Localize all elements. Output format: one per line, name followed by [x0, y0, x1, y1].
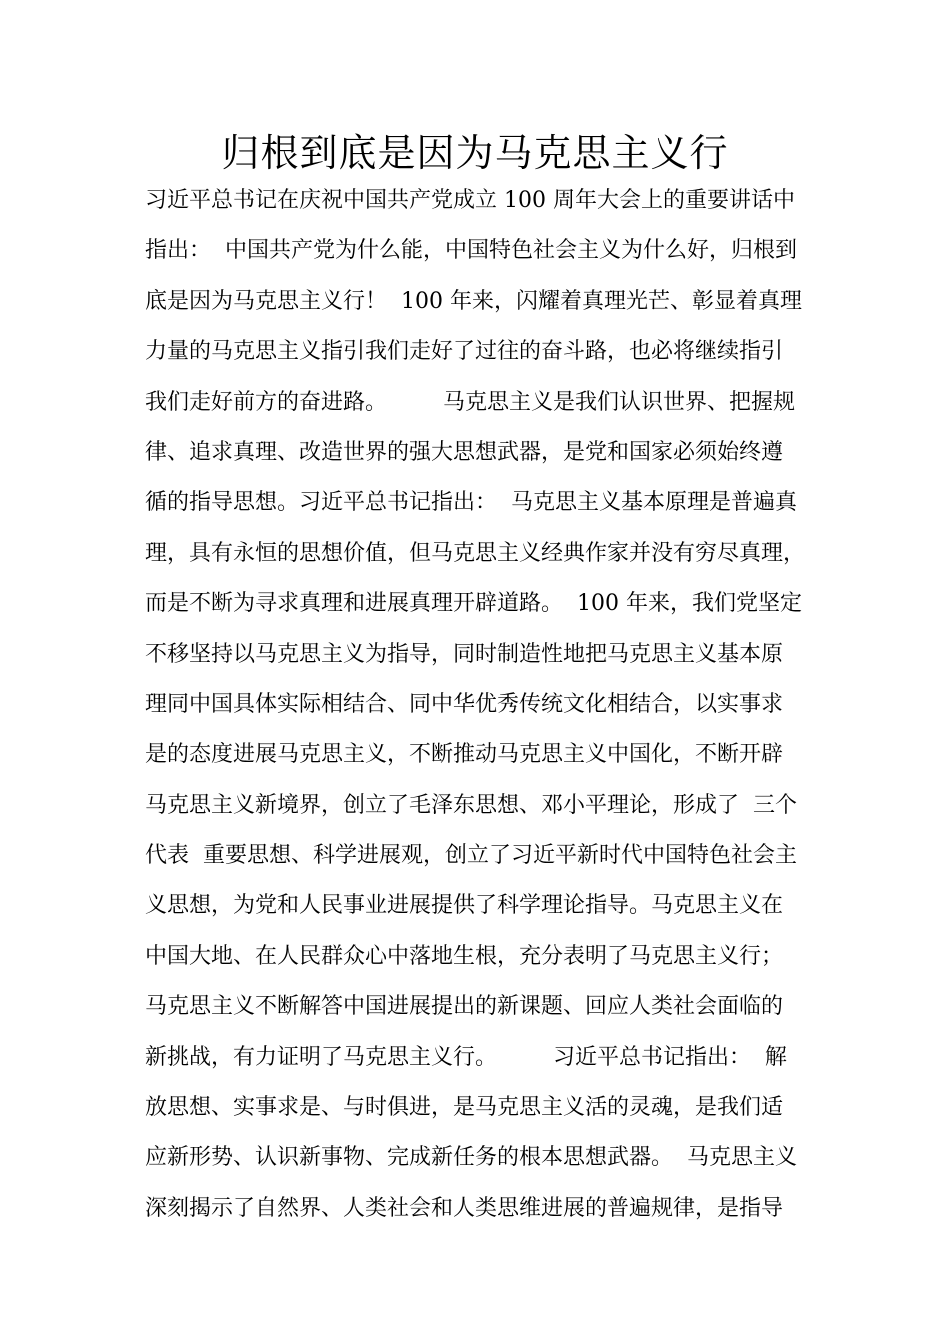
- body-line: 我们走好前方的奋进路。 马克思主义是我们认识世界、把握规: [145, 389, 795, 415]
- document-body: [145, 181, 825, 1239]
- body-line: 深刻揭示了自然界、人类社会和人类思维进展的普遍规律，是指导: [145, 1195, 784, 1221]
- body-line: 理，具有永恒的思想价值，但马克思主义经典作家并没有穷尽真理，: [145, 540, 806, 566]
- body-line: 中国大地、在人民群众心中落地生根，充分表明了马克思主义行；: [145, 943, 784, 969]
- body-line: 放思想、实事求是、与时俱进，是马克思主义活的灵魂，是我们适: [145, 1095, 784, 1121]
- body-line: 底是因为马克思主义行！ 100 年来，闪耀着真理光芒、彰显着真理: [145, 288, 802, 314]
- body-line: 而是不断为寻求真理和进展真理开辟道路。 100 年来，我们党坚定: [145, 591, 802, 617]
- body-line: 循的指导思想。习近平总书记指出： 马克思主义基本原理是普遍真: [145, 490, 797, 516]
- body-line: 马克思主义不断解答中国进展提出的新课题、回应人类社会面临的: [145, 994, 784, 1020]
- body-line: 指出： 中国共产党为什么能，中国特色社会主义为什么好，归根到: [145, 238, 797, 264]
- body-line: 马克思主义新境界，创立了毛泽东思想、邓小平理论，形成了 三个: [145, 792, 797, 818]
- body-line: 力量的马克思主义指引我们走好了过往的奋斗路，也必将继续指引: [145, 339, 784, 365]
- body-line: 新挑战，有力证明了马克思主义行。 习近平总书记指出： 解: [145, 1044, 787, 1070]
- document-title: 归根到底是因为马克思主义行: [221, 131, 729, 175]
- body-line: 义思想，为党和人民事业进展提供了科学理论指导。马克思主义在: [145, 893, 784, 919]
- body-line: 理同中国具体实际相结合、同中华优秀传统文化相结合，以实事求: [145, 691, 784, 717]
- body-line: 习近平总书记在庆祝中国共产党成立 100 周年大会上的重要讲话中: [145, 188, 795, 213]
- body-line: 是的态度进展马克思主义，不断推动马克思主义中国化，不断开辟: [145, 742, 784, 768]
- body-line: 代表 重要思想、科学进展观，创立了习近平新时代中国特色社会主: [145, 843, 797, 869]
- body-line: 不移坚持以马克思主义为指导，同时制造性地把马克思主义基本原: [145, 641, 784, 667]
- body-line: 律、追求真理、改造世界的强大思想武器，是党和国家必须始终遵: [145, 439, 784, 465]
- body-line: 应新形势、认识新事物、完成新任务的根本思想武器。 马克思主义: [145, 1145, 797, 1171]
